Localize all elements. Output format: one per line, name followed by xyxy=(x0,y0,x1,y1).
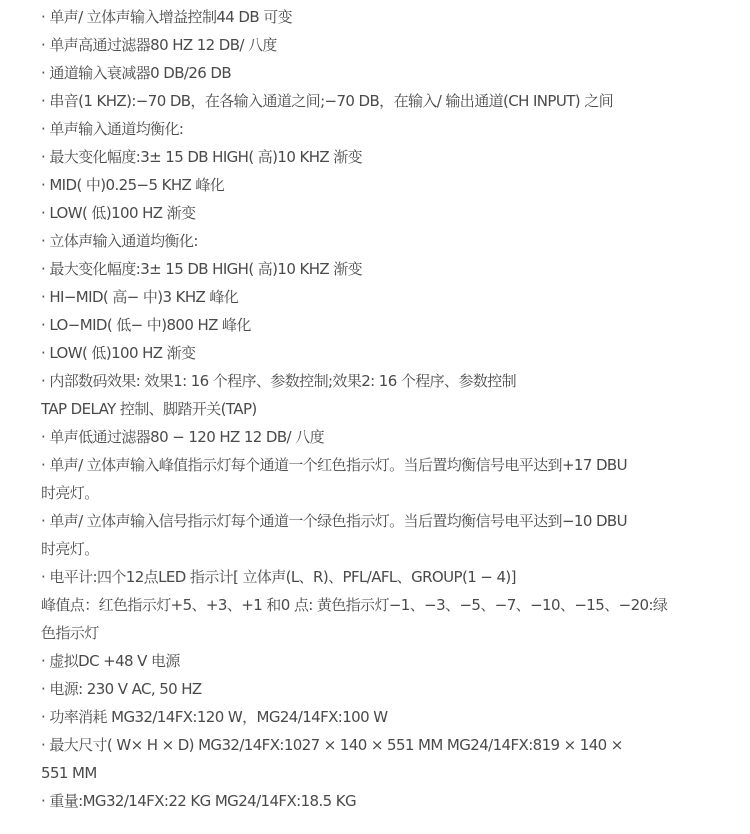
spec-line-tap-delay: TAP DELAY 控制、脚踏开关(TAP) xyxy=(41,400,257,418)
spec-line-peak-points-cont: 色指示灯 xyxy=(41,624,99,642)
spec-line-stereo-eq-low: · LOW( 低)100 HZ 渐变 xyxy=(41,344,196,362)
spec-line-mono-eq-high: · 最大变化幅度:3± 15 DB HIGH( 高)10 KHZ 渐变 xyxy=(41,148,363,166)
spec-line-weight: · 重量:MG32/14FX:22 KG MG24/14FX:18.5 KG xyxy=(41,792,357,810)
spec-line-peak-indicator: · 单声/ 立体声输入峰值指示灯每个通道一个红色指示灯。当后置均衡信号电平达到+17 DBU xyxy=(41,456,628,474)
spec-line-highpass-filter: · 单声高通过滤器80 HZ 12 DB/ 八度 xyxy=(41,36,277,54)
spec-line-peak-points: 峰值点：红色指示灯+5、+3、+1 和0 点: 黄色指示灯−1、−3、−5、−7、−10、−15、−20:绿 xyxy=(41,596,668,614)
spec-line-mono-eq-heading: · 单声输入通道均衡化: xyxy=(41,120,184,138)
spec-line-digital-effects: · 内部数码效果: 效果1: 16 个程序、参数控制;效果2: 16 个程序、参数控制 xyxy=(41,372,517,390)
spec-line-stereo-eq-high: · 最大变化幅度:3± 15 DB HIGH( 高)10 KHZ 渐变 xyxy=(41,260,363,278)
spec-line-power-supply: · 电源: 230 V AC, 50 HZ xyxy=(41,680,202,698)
spec-document xyxy=(41,0,671,815)
spec-line-peak-indicator-cont: 时亮灯。 xyxy=(41,484,99,502)
spec-line-signal-indicator: · 单声/ 立体声输入信号指示灯每个通道一个绿色指示灯。当后置均衡信号电平达到−10 DBU xyxy=(41,512,628,530)
spec-line-dimensions: · 最大尺寸( W× H × D) MG32/14FX:1027 × 140 × 551 MM MG24/14FX:819 × 140 × xyxy=(41,736,623,754)
spec-line-lowpass-filter: · 单声低通过滤器80 − 120 HZ 12 DB/ 八度 xyxy=(41,428,324,446)
spec-line-level-meter: · 电平计:四个12点LED 指示计[ 立体声(L、R)、PFL/AFL、GROUP(1 − 4)] xyxy=(41,568,516,586)
spec-line-signal-indicator-cont: 时亮灯。 xyxy=(41,540,99,558)
spec-line-power-consumption: · 功率消耗 MG32/14FX:120 W，MG24/14FX:100 W xyxy=(41,708,388,726)
spec-line-input-gain: · 单声/ 立体声输入增益控制44 DB 可变 xyxy=(41,8,293,26)
spec-line-mono-eq-low: · LOW( 低)100 HZ 渐变 xyxy=(41,204,196,222)
spec-line-crosstalk: · 串音(1 KHZ):−70 DB，在各输入通道之间;−70 DB，在输入/ 输出通道(CH INPUT) 之间 xyxy=(41,92,614,110)
spec-line-phantom-power: · 虚拟DC +48 V 电源 xyxy=(41,652,180,670)
spec-line-stereo-eq-lo-mid: · LO−MID( 低− 中)800 HZ 峰化 xyxy=(41,316,251,334)
spec-line-dimensions-cont: 551 MM xyxy=(41,764,97,782)
spec-line-input-attenuator: · 通道输入衰减器0 DB/26 DB xyxy=(41,64,232,82)
spec-line-stereo-eq-hi-mid: · HI−MID( 高− 中)3 KHZ 峰化 xyxy=(41,288,239,306)
spec-line-stereo-eq-heading: · 立体声输入通道均衡化: xyxy=(41,232,198,250)
spec-line-mono-eq-mid: · MID( 中)0.25−5 KHZ 峰化 xyxy=(41,176,225,194)
